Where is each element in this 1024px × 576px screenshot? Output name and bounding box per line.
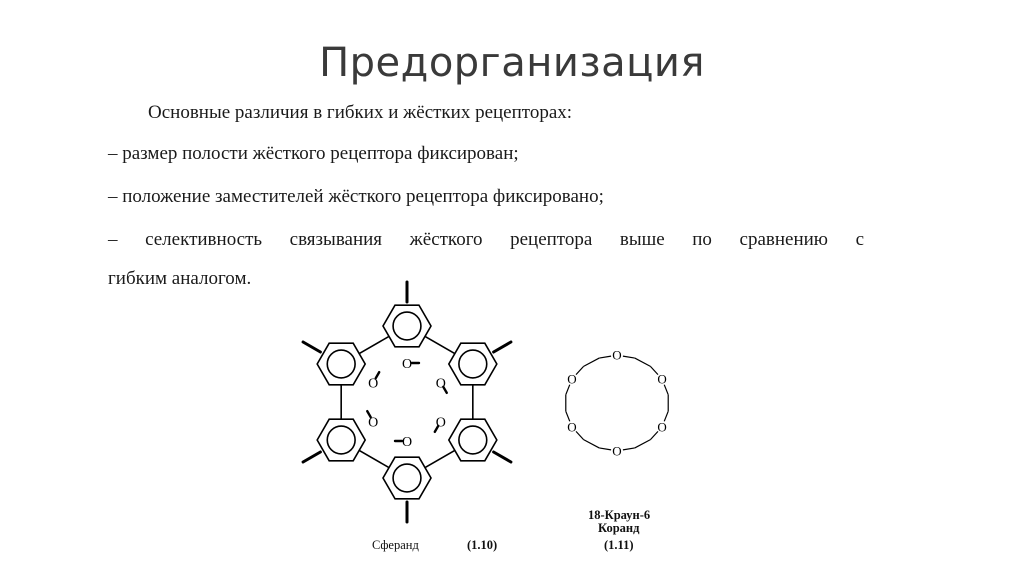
methoxy-oxygen: O [435,376,446,392]
crown-number: (1.11) [604,538,634,552]
crown-ether-structure [566,348,668,459]
ether-oxygen: O [657,419,667,435]
ether-oxygen: O [612,443,622,459]
ether-oxygen: O [657,371,667,387]
intro-text: Основные различия в гибких и жёстких рецепторах: [148,102,573,123]
ring-bond [635,358,651,366]
methoxy-oxygen: O [368,415,379,431]
spherand-number: (1.10) [467,538,498,552]
spherand-structure [303,282,511,522]
methoxy-methyl-bond [376,372,380,378]
bullet-selectivity: – селективность связывания жёсткого рецептора выше по сравнению с [108,229,864,250]
methoxy-oxygen: O [368,376,379,392]
methyl-bond [494,452,511,462]
ring-bond [599,356,611,358]
bullet-substituent-position: – положение заместителей жёсткого рецептора фиксировано; [108,186,604,207]
biaryl-bond [360,451,388,467]
ring-bond [635,440,651,448]
methoxy-oxygen: O [401,356,413,372]
ring-bond [623,448,635,450]
ring-bond [584,358,600,366]
spherand-name: Сферанд [372,538,419,552]
aromatic-circle [459,426,487,454]
ring-bond [623,356,635,358]
aromatic-circle [459,350,487,378]
biaryl-bond [426,337,454,353]
ring-bond [584,440,600,448]
ether-oxygen: O [567,371,577,387]
bullet-selectivity-continued: гибким аналогом. [108,268,252,289]
methyl-bond [303,342,320,352]
biaryl-bond [360,337,388,353]
methoxy-methyl-bond [443,387,447,393]
ring-bond [599,448,611,450]
methoxy-oxygen: O [435,415,446,431]
ring-bond [576,431,584,439]
bullet-cavity-size: – размер полости жёсткого рецептора фиксирован; [108,143,519,164]
crown-name: 18-Краун-6 [588,508,651,522]
slide-title: Предорганизация [319,40,705,86]
crown-class: Коранд [598,521,640,535]
methoxy-oxygen: O [401,434,413,450]
ether-oxygen: O [612,347,622,363]
ring-bond [576,366,584,374]
aromatic-circle [327,426,355,454]
aromatic-circle [393,312,421,340]
methyl-bond [303,452,320,462]
ether-oxygen: O [567,419,577,435]
biaryl-bond [426,451,454,467]
methyl-bond [494,342,511,352]
aromatic-circle [393,464,421,492]
aromatic-circle [327,350,355,378]
